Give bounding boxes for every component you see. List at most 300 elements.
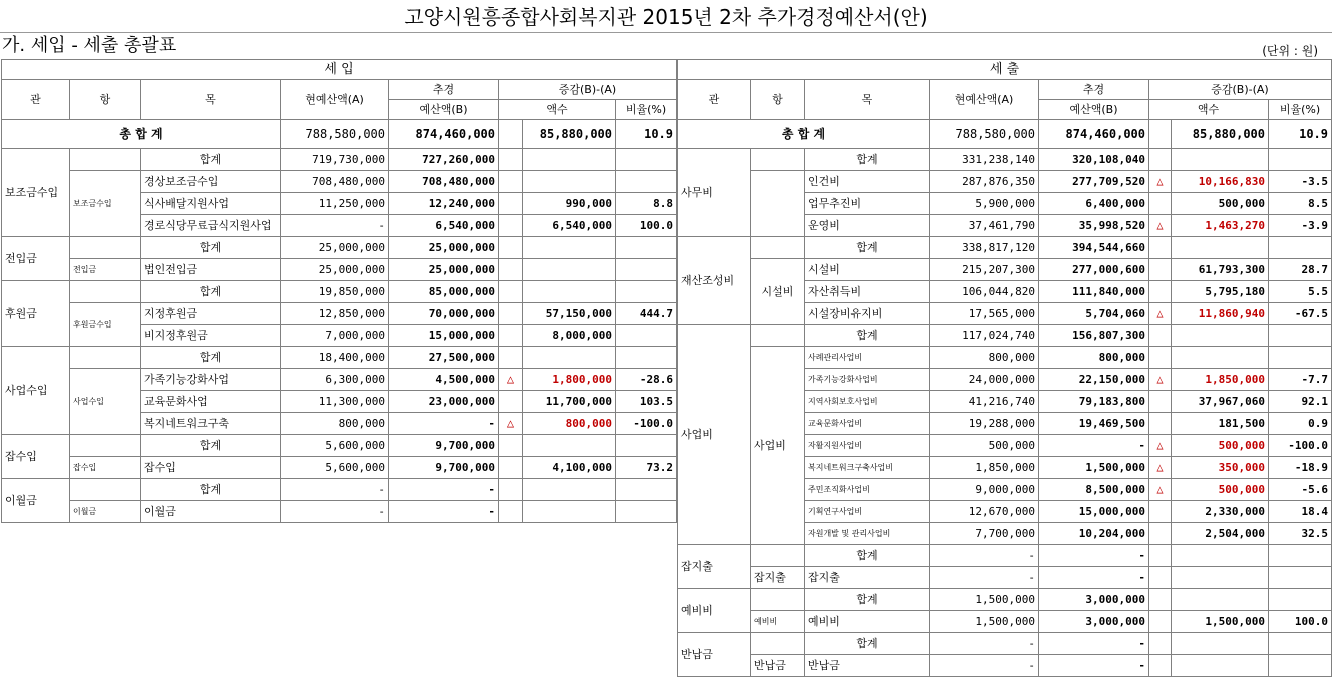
warning-triangle-icon (1149, 259, 1172, 281)
col-revised: 추경 (389, 80, 499, 100)
mok-cell: 복지네트워크구축 (141, 413, 281, 435)
revised-cell: 15,000,000 (1039, 501, 1149, 523)
amount-cell (1172, 325, 1269, 347)
ratio-cell (616, 325, 677, 347)
triangle-cell (499, 479, 523, 501)
warning-triangle-icon (499, 171, 523, 193)
ratio-cell: 92.1 (1269, 391, 1332, 413)
hang-cell (70, 435, 141, 457)
warning-triangle-icon (499, 501, 523, 523)
gwan-cell: 전입금 (2, 237, 70, 281)
revised-cell: 3,000,000 (1039, 589, 1149, 611)
hang-cell (751, 545, 805, 567)
gwan-cell: 예비비 (678, 589, 751, 633)
subtotal-current: 18,400,000 (281, 347, 389, 369)
revised-cell: - (1039, 567, 1149, 589)
ratio-cell (1269, 237, 1332, 259)
income-subtotal-row (2, 237, 677, 259)
amount-cell (523, 171, 616, 193)
gwan-cell: 사무비 (678, 149, 751, 237)
mok-cell: 자활지원사업비 (805, 435, 930, 457)
expense-subtotal-row (678, 545, 1332, 567)
amount-cell (523, 501, 616, 523)
total-amount: 85,880,000 (523, 120, 616, 149)
expense-item-row (678, 259, 1332, 281)
total-ratio: 10.9 (616, 120, 677, 149)
current-cell: 800,000 (281, 413, 389, 435)
current-cell: 12,850,000 (281, 303, 389, 325)
amount-cell: 57,150,000 (523, 303, 616, 325)
ratio-cell (616, 237, 677, 259)
triangle-cell (499, 281, 523, 303)
current-cell: 11,250,000 (281, 193, 389, 215)
subtotal-revised: - (389, 479, 499, 501)
amount-cell: 8,000,000 (523, 325, 616, 347)
amount-cell: 181,500 (1172, 413, 1269, 435)
revised-cell: 15,000,000 (389, 325, 499, 347)
current-cell: 7,000,000 (281, 325, 389, 347)
ratio-cell (616, 171, 677, 193)
warning-triangle-icon (499, 391, 523, 413)
ratio-cell (1269, 545, 1332, 567)
mok-cell: 예비비 (805, 611, 930, 633)
income-item-row (2, 501, 677, 523)
mok-cell: 잡지출 (805, 567, 930, 589)
amount-cell: 61,793,300 (1172, 259, 1269, 281)
ratio-cell (1269, 655, 1332, 677)
ratio-cell: 32.5 (1269, 523, 1332, 545)
warning-triangle-icon (499, 215, 523, 237)
amount-cell (1172, 347, 1269, 369)
current-cell: 1,850,000 (930, 457, 1039, 479)
ratio-cell: 5.5 (1269, 281, 1332, 303)
expense-item-row (678, 567, 1332, 589)
current-cell: 331,238,140 (930, 149, 1039, 171)
revised-cell: 9,700,000 (389, 457, 499, 479)
warning-triangle-icon (1149, 633, 1172, 655)
col-mok: 목 (141, 80, 281, 120)
total-triangle (499, 120, 523, 149)
triangle-cell (499, 435, 523, 457)
hang-cell: 예비비 (751, 611, 805, 633)
revised-cell: 5,704,060 (1039, 303, 1149, 325)
current-cell: 1,500,000 (930, 589, 1039, 611)
mok-cell: 교육문화사업 (141, 391, 281, 413)
warning-triangle-icon (1149, 545, 1172, 567)
total-ratio: 10.9 (1269, 120, 1332, 149)
warning-triangle-icon (1149, 611, 1172, 633)
ratio-cell: 103.5 (616, 391, 677, 413)
income-item-row (2, 303, 677, 325)
revised-cell: 23,000,000 (389, 391, 499, 413)
revised-cell: 111,840,000 (1039, 281, 1149, 303)
amount-cell (1172, 149, 1269, 171)
amount-cell: 500,000 (1172, 435, 1269, 457)
subtotal-current: 19,850,000 (281, 281, 389, 303)
expense-item-row (678, 611, 1332, 633)
col-mok: 목 (805, 80, 930, 120)
mok-cell: 지정후원금 (141, 303, 281, 325)
income-subtotal-row (2, 149, 677, 171)
current-cell: - (281, 501, 389, 523)
hang-cell: 사업수입 (70, 369, 141, 435)
warning-triangle-icon: △ (1149, 171, 1172, 193)
amount-cell (1172, 589, 1269, 611)
revised-cell: 3,000,000 (1039, 611, 1149, 633)
ratio-cell: -100.0 (616, 413, 677, 435)
col-gwan: 관 (2, 80, 70, 120)
ratio-cell: -3.5 (1269, 171, 1332, 193)
income-item-row (2, 369, 677, 391)
ratio-cell (1269, 589, 1332, 611)
warning-triangle-icon (1149, 281, 1172, 303)
revised-cell: 35,998,520 (1039, 215, 1149, 237)
ratio-cell (1269, 567, 1332, 589)
col-revised-sub: 예산액(B) (1039, 100, 1149, 120)
subtotal-label: 합계 (141, 435, 281, 457)
warning-triangle-icon (1149, 149, 1172, 171)
gwan-cell: 사업수입 (2, 347, 70, 435)
gwan-cell: 잡지출 (678, 545, 751, 589)
total-current: 788,580,000 (281, 120, 389, 149)
gwan-cell: 잡수입 (2, 435, 70, 479)
document-title: 고양시원흥종합사회복지관 2015년 2차 추가경정예산서(안) (0, 0, 1332, 33)
income-subtotal-row (2, 281, 677, 303)
mok-cell: 가족기능강화사업비 (805, 369, 930, 391)
mok-cell: 복지네트워크구축사업비 (805, 457, 930, 479)
unit-note: (단위 : 원) (1262, 44, 1318, 58)
hang-cell: 이월금 (70, 501, 141, 523)
warning-triangle-icon (1149, 237, 1172, 259)
revised-cell: 6,400,000 (1039, 193, 1149, 215)
gwan-cell: 재산조성비 (678, 237, 751, 325)
mok-cell: 법인전입금 (141, 259, 281, 281)
total-revised: 874,460,000 (389, 120, 499, 149)
revised-cell: 708,480,000 (389, 171, 499, 193)
ratio-cell (1269, 149, 1332, 171)
mok-cell: 교육문화사업비 (805, 413, 930, 435)
mok-cell: 업무추진비 (805, 193, 930, 215)
hang-cell (751, 633, 805, 655)
amount-cell: 500,000 (1172, 479, 1269, 501)
ratio-cell (1269, 325, 1332, 347)
ratio-cell: -3.9 (1269, 215, 1332, 237)
warning-triangle-icon: △ (499, 413, 523, 435)
current-cell: 24,000,000 (930, 369, 1039, 391)
warning-triangle-icon (499, 325, 523, 347)
subtotal-revised: 85,000,000 (389, 281, 499, 303)
current-cell: - (930, 567, 1039, 589)
gwan-cell: 이월금 (2, 479, 70, 523)
amount-cell: 11,860,940 (1172, 303, 1269, 325)
revised-cell: - (389, 501, 499, 523)
warning-triangle-icon (1149, 193, 1172, 215)
current-cell: 12,670,000 (930, 501, 1039, 523)
expense-subtotal-row (678, 237, 1332, 259)
gwan-cell: 반납금 (678, 633, 751, 677)
amount-cell (1172, 633, 1269, 655)
ratio-cell (616, 259, 677, 281)
warning-triangle-icon (1149, 413, 1172, 435)
col-current: 현예산액(A) (281, 80, 389, 120)
warning-triangle-icon: △ (499, 369, 523, 391)
col-current: 현예산액(A) (930, 80, 1039, 120)
subtotal-label: 합계 (141, 281, 281, 303)
hang-cell (70, 149, 141, 171)
income-item-row (2, 259, 677, 281)
hang-cell (70, 237, 141, 259)
current-cell: 41,216,740 (930, 391, 1039, 413)
current-cell: 7,700,000 (930, 523, 1039, 545)
ratio-cell (616, 347, 677, 369)
subtotal-current: 25,000,000 (281, 237, 389, 259)
revised-cell: 22,150,000 (1039, 369, 1149, 391)
subtotal-label: 합계 (805, 325, 930, 347)
income-subtotal-row (2, 435, 677, 457)
mok-cell: 시설비 (805, 259, 930, 281)
col-change: 증감(B)-(A) (499, 80, 677, 100)
current-cell: - (930, 633, 1039, 655)
amount-cell (1172, 655, 1269, 677)
current-cell: 338,817,120 (930, 237, 1039, 259)
ratio-cell (616, 149, 677, 171)
ratio-cell: 444.7 (616, 303, 677, 325)
total-amount: 85,880,000 (1172, 120, 1269, 149)
amount-cell: 1,463,270 (1172, 215, 1269, 237)
revised-cell: - (389, 413, 499, 435)
ratio-cell: 8.5 (1269, 193, 1332, 215)
warning-triangle-icon: △ (1149, 369, 1172, 391)
warning-triangle-icon: △ (1149, 435, 1172, 457)
warning-triangle-icon (499, 193, 523, 215)
triangle-cell (499, 237, 523, 259)
mok-cell: 시설장비유지비 (805, 303, 930, 325)
hang-cell: 시설비 (751, 259, 805, 325)
revised-cell: 800,000 (1039, 347, 1149, 369)
mok-cell: 사례관리사업비 (805, 347, 930, 369)
total-label: 총 합 계 (2, 120, 281, 149)
mok-cell: 자산취득비 (805, 281, 930, 303)
amount-cell: 1,500,000 (1172, 611, 1269, 633)
warning-triangle-icon: △ (1149, 215, 1172, 237)
ratio-cell: 100.0 (616, 215, 677, 237)
amount-cell (523, 149, 616, 171)
current-cell: 11,300,000 (281, 391, 389, 413)
subtotal-revised: 9,700,000 (389, 435, 499, 457)
warning-triangle-icon: △ (1149, 457, 1172, 479)
ratio-cell: 28.7 (1269, 259, 1332, 281)
ratio-cell: -67.5 (1269, 303, 1332, 325)
hang-cell: 보조금수입 (70, 171, 141, 237)
col-hang: 항 (70, 80, 141, 120)
hang-cell: 반납금 (751, 655, 805, 677)
income-header: 세 입 (2, 60, 677, 80)
current-cell: - (930, 655, 1039, 677)
amount-cell (1172, 237, 1269, 259)
revised-cell: 19,469,500 (1039, 413, 1149, 435)
hang-cell (70, 347, 141, 369)
mok-cell: 주민조직화사업비 (805, 479, 930, 501)
total-label: 총 합 계 (678, 120, 930, 149)
amount-cell (523, 281, 616, 303)
subtotal-revised: 727,260,000 (389, 149, 499, 171)
total-triangle (1149, 120, 1172, 149)
mok-cell: 자원개발 및 관리사업비 (805, 523, 930, 545)
income-table (1, 59, 677, 523)
subtotal-label: 합계 (141, 149, 281, 171)
warning-triangle-icon: △ (1149, 303, 1172, 325)
expense-body (678, 149, 1332, 677)
current-cell: 800,000 (930, 347, 1039, 369)
col-amount: 액수 (499, 100, 616, 120)
amount-cell (523, 237, 616, 259)
subtotal-label: 합계 (141, 347, 281, 369)
col-ratio: 비율(%) (616, 100, 677, 120)
revised-cell: 6,540,000 (389, 215, 499, 237)
expense-total-row (678, 120, 1332, 149)
warning-triangle-icon (1149, 523, 1172, 545)
amount-cell (1172, 545, 1269, 567)
hang-cell (751, 589, 805, 611)
income-body (2, 149, 677, 523)
subtotal-label: 합계 (141, 479, 281, 501)
amount-cell (523, 347, 616, 369)
expense-table (677, 59, 1332, 677)
current-cell: 1,500,000 (930, 611, 1039, 633)
current-cell: 19,288,000 (930, 413, 1039, 435)
expense-item-row (678, 347, 1332, 369)
mok-cell: 경로식당무료급식지원사업 (141, 215, 281, 237)
expense-subtotal-row (678, 325, 1332, 347)
revised-cell: 25,000,000 (389, 259, 499, 281)
ratio-cell: -100.0 (1269, 435, 1332, 457)
current-cell: 708,480,000 (281, 171, 389, 193)
mok-cell: 반납금 (805, 655, 930, 677)
revised-cell: - (1039, 633, 1149, 655)
subtotal-current: - (281, 479, 389, 501)
revised-cell: 12,240,000 (389, 193, 499, 215)
ratio-cell: -7.7 (1269, 369, 1332, 391)
subtotal-label: 합계 (805, 545, 930, 567)
income-subtotal-row (2, 479, 677, 501)
current-cell: 117,024,740 (930, 325, 1039, 347)
col-gwan: 관 (678, 80, 751, 120)
expense-item-row (678, 655, 1332, 677)
income-total-row (2, 120, 677, 149)
amount-cell: 2,330,000 (1172, 501, 1269, 523)
amount-cell (523, 259, 616, 281)
hang-cell: 잡수입 (70, 457, 141, 479)
triangle-cell (499, 149, 523, 171)
mok-cell: 기획연구사업비 (805, 501, 930, 523)
warning-triangle-icon (1149, 501, 1172, 523)
amount-cell: 4,100,000 (523, 457, 616, 479)
expense-subtotal-row (678, 149, 1332, 171)
subtotal-current: 719,730,000 (281, 149, 389, 171)
mok-cell: 잡수입 (141, 457, 281, 479)
ratio-cell: -18.9 (1269, 457, 1332, 479)
subtotal-current: 5,600,000 (281, 435, 389, 457)
total-current: 788,580,000 (930, 120, 1039, 149)
amount-cell: 10,166,830 (1172, 171, 1269, 193)
ratio-cell: 100.0 (1269, 611, 1332, 633)
revised-cell: 1,500,000 (1039, 457, 1149, 479)
income-item-row (2, 457, 677, 479)
expense-subtotal-row (678, 633, 1332, 655)
revised-cell: - (1039, 435, 1149, 457)
current-cell: 5,900,000 (930, 193, 1039, 215)
current-cell: 106,044,820 (930, 281, 1039, 303)
amount-cell: 500,000 (1172, 193, 1269, 215)
warning-triangle-icon (1149, 391, 1172, 413)
current-cell: - (281, 215, 389, 237)
mok-cell: 식사배달지원사업 (141, 193, 281, 215)
subtotal-revised: 27,500,000 (389, 347, 499, 369)
warning-triangle-icon (499, 457, 523, 479)
mok-cell: 비지정후원금 (141, 325, 281, 347)
hang-cell (751, 325, 805, 347)
revised-cell: 8,500,000 (1039, 479, 1149, 501)
mok-cell: 지역사회보호사업비 (805, 391, 930, 413)
amount-cell: 350,000 (1172, 457, 1269, 479)
amount-cell: 37,967,060 (1172, 391, 1269, 413)
current-cell: 6,300,000 (281, 369, 389, 391)
current-cell: 37,461,790 (930, 215, 1039, 237)
amount-cell: 800,000 (523, 413, 616, 435)
gwan-cell: 사업비 (678, 325, 751, 545)
subtotal-label: 합계 (805, 237, 930, 259)
ratio-cell (616, 479, 677, 501)
subtotal-label: 합계 (805, 589, 930, 611)
current-cell: 5,600,000 (281, 457, 389, 479)
warning-triangle-icon (499, 259, 523, 281)
col-hang: 항 (751, 80, 805, 120)
hang-cell: 사업비 (751, 347, 805, 545)
ratio-cell (1269, 633, 1332, 655)
revised-cell: 4,500,000 (389, 369, 499, 391)
warning-triangle-icon: △ (1149, 479, 1172, 501)
hang-cell: 후원금수입 (70, 303, 141, 347)
ratio-cell: 73.2 (616, 457, 677, 479)
current-cell: 500,000 (930, 435, 1039, 457)
hang-cell (751, 149, 805, 171)
gwan-cell: 보조금수입 (2, 149, 70, 237)
revised-cell: 394,544,660 (1039, 237, 1149, 259)
ratio-cell: 8.8 (616, 193, 677, 215)
amount-cell (523, 479, 616, 501)
amount-cell: 1,800,000 (523, 369, 616, 391)
col-revised: 추경 (1039, 80, 1149, 100)
current-cell: - (930, 545, 1039, 567)
warning-triangle-icon (1149, 325, 1172, 347)
revised-cell: 156,807,300 (1039, 325, 1149, 347)
amount-cell: 11,700,000 (523, 391, 616, 413)
income-item-row (2, 171, 677, 193)
ratio-cell (1269, 347, 1332, 369)
expense-item-row (678, 171, 1332, 193)
ratio-cell (616, 281, 677, 303)
ratio-cell (616, 501, 677, 523)
col-change: 증감(B)-(A) (1149, 80, 1332, 100)
revised-cell: 79,183,800 (1039, 391, 1149, 413)
warning-triangle-icon (1149, 567, 1172, 589)
subtotal-label: 합계 (805, 633, 930, 655)
amount-cell: 6,540,000 (523, 215, 616, 237)
col-amount: 액수 (1149, 100, 1269, 120)
current-cell: 25,000,000 (281, 259, 389, 281)
warning-triangle-icon (1149, 589, 1172, 611)
revised-cell: 70,000,000 (389, 303, 499, 325)
